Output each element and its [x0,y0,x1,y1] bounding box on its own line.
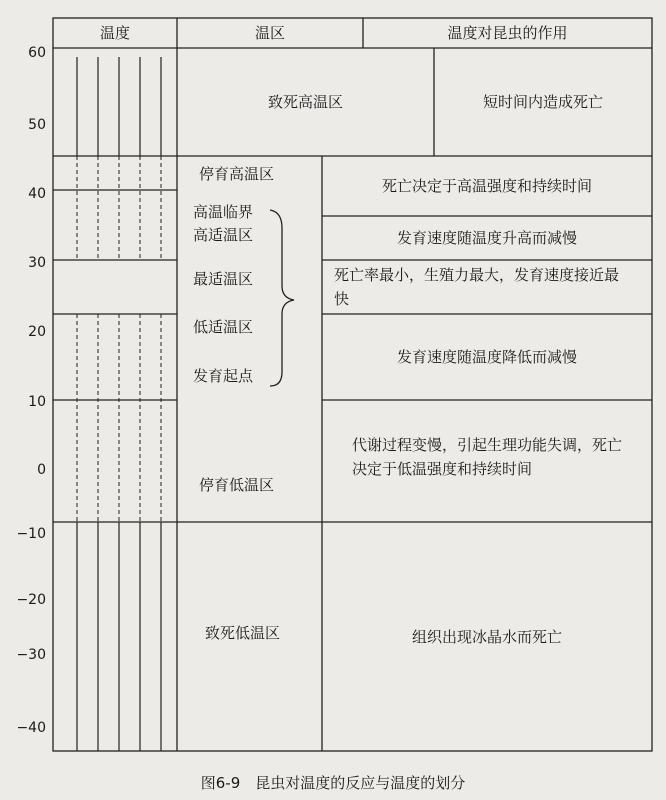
effect-lethal-low: 组织出现冰晶水而死亡 [411,627,562,646]
temperature-dashed-hatching [77,156,161,522]
effect-low-optimal: 发育速度随温度降低而减慢 [396,348,577,366]
header-effect: 温度对昆虫的作用 [447,24,568,42]
zone-high-critical: 高温临界 [193,203,254,221]
zone-low-optimal: 低适温区 [193,318,254,336]
zone-optimal: 最适温区 [193,270,254,288]
zone-dormant-high: 停育高温区 [199,165,275,183]
tick-minus-20: −20 [16,592,46,608]
tick-30: 30 [28,255,46,271]
zone-dormant-low: 停育低温区 [199,476,275,494]
tick-minus-10: −10 [16,526,46,542]
zone-lethal-low: 致死低温区 [205,624,281,642]
header-zone: 温区 [254,24,285,42]
figure-caption: 图6-9 昆虫对温度的反应与温度的划分 [200,774,466,792]
tick-40: 40 [28,186,46,202]
tick-60: 60 [28,45,46,61]
effect-lethal-high: 短时间内造成死亡 [482,93,603,111]
effect-high-optimal: 发育速度随温度升高而减慢 [396,229,577,247]
effect-optimal: 死亡率最小，生殖力最大，发育速度接近最快 [334,266,620,308]
tick-50: 50 [28,117,46,133]
zone-dev-start: 发育起点 [193,367,254,385]
temperature-hatching [77,57,161,751]
tick-20: 20 [28,324,46,340]
header-temperature: 温度 [99,24,130,42]
brace-shape [270,210,294,386]
tick-minus-30: −30 [16,647,46,663]
tick-10: 10 [28,394,46,410]
tick-minus-40: −40 [16,720,46,736]
effect-dormant-low: 代谢过程变慢，引起生理功能失调，死亡决定于低温强度和持续时间 [352,436,623,478]
zone-high-optimal: 高适温区 [193,226,254,244]
zone-lethal-high: 致死高温区 [267,93,343,111]
effect-dormant-high: 死亡决定于高温强度和持续时间 [381,177,592,195]
tick-0: 0 [37,462,46,478]
